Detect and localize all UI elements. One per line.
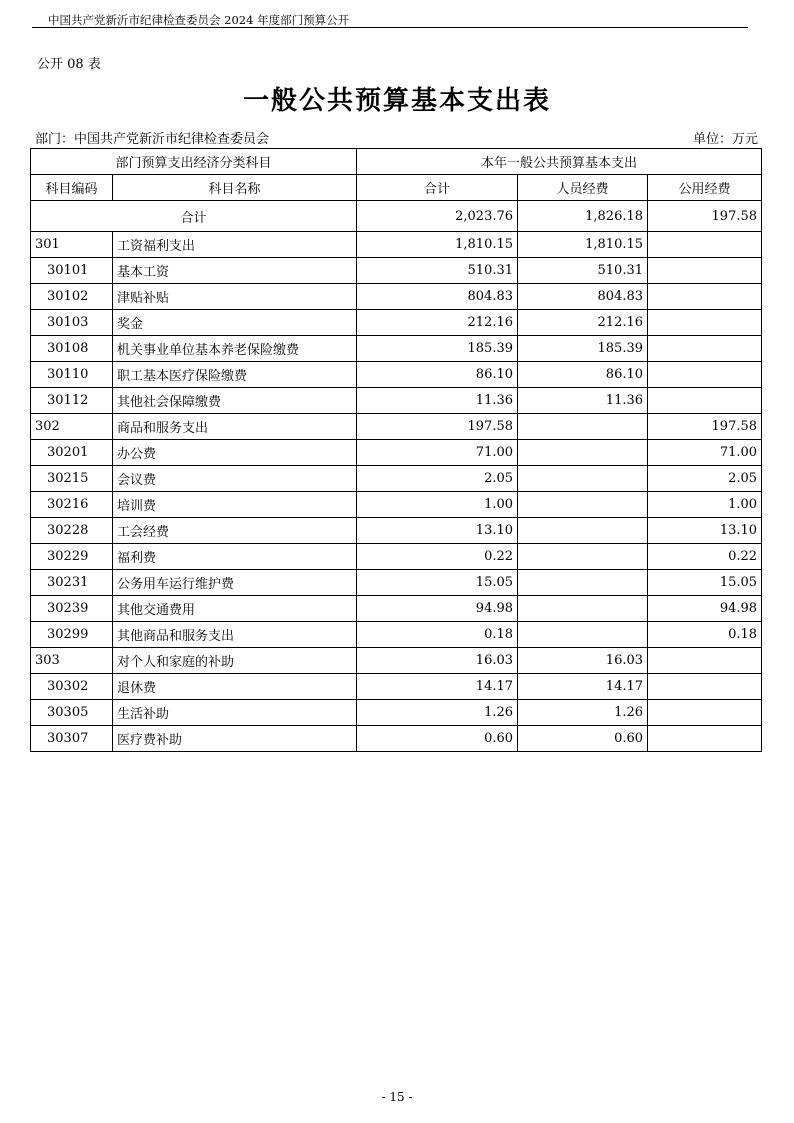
row-total: 2.05 [357,466,518,492]
table-row [31,310,762,336]
table-row [31,622,762,648]
row-code: 30229 [31,544,113,570]
row-name: 医疗费补助 [113,726,357,752]
row-name: 福利费 [113,544,357,570]
table-row [31,648,762,674]
row-personnel [518,622,648,648]
table-header-row [31,149,762,175]
table-number: 公开 08 表 [37,57,101,72]
table-row [31,596,762,622]
row-name: 职工基本医疗保险缴费 [113,362,357,388]
row-public: 2.05 [648,466,762,492]
row-total: 0.60 [357,726,518,752]
row-personnel [518,414,648,440]
row-public: 13.10 [648,518,762,544]
row-public [648,726,762,752]
header-name: 科目名称 [113,175,357,201]
row-name: 津贴补贴 [113,284,357,310]
row-total: 13.10 [357,518,518,544]
row-public: 0.22 [648,544,762,570]
row-total: 197.58 [357,414,518,440]
row-code: 303 [31,648,113,674]
row-name: 工会经费 [113,518,357,544]
row-public: 1.00 [648,492,762,518]
row-code: 30302 [31,674,113,700]
table-row [31,284,762,310]
row-name: 工资福利支出 [113,232,357,258]
row-name: 公务用车运行维护费 [113,570,357,596]
header-econ-class: 部门预算支出经济分类科目 [31,149,357,175]
summary-public: 197.58 [648,201,762,232]
row-total: 71.00 [357,440,518,466]
row-personnel [518,596,648,622]
header-personnel: 人员经费 [518,175,648,201]
row-code: 30307 [31,726,113,752]
table-row [31,492,762,518]
row-name: 对个人和家庭的补助 [113,648,357,674]
row-name: 机关事业单位基本养老保险缴费 [113,336,357,362]
row-name: 会议费 [113,466,357,492]
row-code: 30305 [31,700,113,726]
row-public: 15.05 [648,570,762,596]
row-name: 奖金 [113,310,357,336]
row-personnel: 1.26 [518,700,648,726]
row-code: 30216 [31,492,113,518]
summary-label: 合计 [31,201,357,232]
row-total: 0.18 [357,622,518,648]
row-public: 197.58 [648,414,762,440]
row-personnel: 11.36 [518,388,648,414]
summary-total: 2,023.76 [357,201,518,232]
row-personnel: 185.39 [518,336,648,362]
row-public [648,258,762,284]
row-code: 30239 [31,596,113,622]
row-total: 1.26 [357,700,518,726]
row-name: 商品和服务支出 [113,414,357,440]
row-public [648,700,762,726]
row-public [648,284,762,310]
row-name: 其他社会保障缴费 [113,388,357,414]
unit-label: 单位：万元 [692,132,758,147]
row-total: 212.16 [357,310,518,336]
row-total: 86.10 [357,362,518,388]
table-row [31,440,762,466]
department-label: 部门：中国共产党新沂市纪律检查委员会 [35,132,270,147]
document-header: 中国共产党新沂市纪律检查委员会 2024 年度部门预算公开 [48,13,350,27]
table-row [31,336,762,362]
header-total: 合计 [357,175,518,201]
row-total: 1,810.15 [357,232,518,258]
row-code: 30112 [31,388,113,414]
row-name: 其他商品和服务支出 [113,622,357,648]
row-personnel: 1,810.15 [518,232,648,258]
row-personnel [518,518,648,544]
row-code: 30103 [31,310,113,336]
row-personnel [518,466,648,492]
row-code: 30215 [31,466,113,492]
table-row [31,258,762,284]
row-public: 0.18 [648,622,762,648]
table-row [31,700,762,726]
row-total: 15.05 [357,570,518,596]
row-public [648,362,762,388]
row-personnel [518,544,648,570]
row-personnel [518,570,648,596]
row-personnel: 86.10 [518,362,648,388]
header-basic-expense: 本年一般公共预算基本支出 [357,149,762,175]
row-total: 1.00 [357,492,518,518]
page-title: 一般公共预算基本支出表 [242,86,551,116]
row-total: 16.03 [357,648,518,674]
row-public [648,336,762,362]
row-code: 30108 [31,336,113,362]
row-code: 302 [31,414,113,440]
row-code: 30231 [31,570,113,596]
row-total: 14.17 [357,674,518,700]
row-code: 30228 [31,518,113,544]
row-total: 94.98 [357,596,518,622]
row-code: 30101 [31,258,113,284]
row-name: 退休费 [113,674,357,700]
summary-personnel: 1,826.18 [518,201,648,232]
row-name: 办公费 [113,440,357,466]
summary-row [31,201,762,232]
header-divider [32,27,748,28]
table-row [31,570,762,596]
row-personnel: 804.83 [518,284,648,310]
row-code: 30102 [31,284,113,310]
budget-table [30,148,762,752]
row-public [648,674,762,700]
row-name: 培训费 [113,492,357,518]
table-row [31,466,762,492]
table-subheader-row [31,175,762,201]
row-personnel [518,492,648,518]
row-total: 11.36 [357,388,518,414]
row-personnel: 0.60 [518,726,648,752]
header-code: 科目编码 [31,175,113,201]
row-total: 804.83 [357,284,518,310]
row-total: 185.39 [357,336,518,362]
row-total: 0.22 [357,544,518,570]
row-public [648,232,762,258]
row-total: 510.31 [357,258,518,284]
header-public: 公用经费 [648,175,762,201]
table-row [31,232,762,258]
row-public [648,648,762,674]
row-code: 30110 [31,362,113,388]
row-code: 30299 [31,622,113,648]
row-public: 71.00 [648,440,762,466]
table-row [31,362,762,388]
row-public: 94.98 [648,596,762,622]
row-personnel: 212.16 [518,310,648,336]
row-code: 301 [31,232,113,258]
row-personnel: 510.31 [518,258,648,284]
row-name: 其他交通费用 [113,596,357,622]
row-public [648,310,762,336]
row-public [648,388,762,414]
table-row [31,388,762,414]
row-code: 30201 [31,440,113,466]
table-row [31,674,762,700]
row-name: 生活补助 [113,700,357,726]
row-personnel: 14.17 [518,674,648,700]
row-personnel [518,440,648,466]
table-row [31,518,762,544]
row-personnel: 16.03 [518,648,648,674]
table-row [31,726,762,752]
table-row [31,544,762,570]
page-number: - 15 - [381,1090,413,1104]
table-row [31,414,762,440]
row-name: 基本工资 [113,258,357,284]
